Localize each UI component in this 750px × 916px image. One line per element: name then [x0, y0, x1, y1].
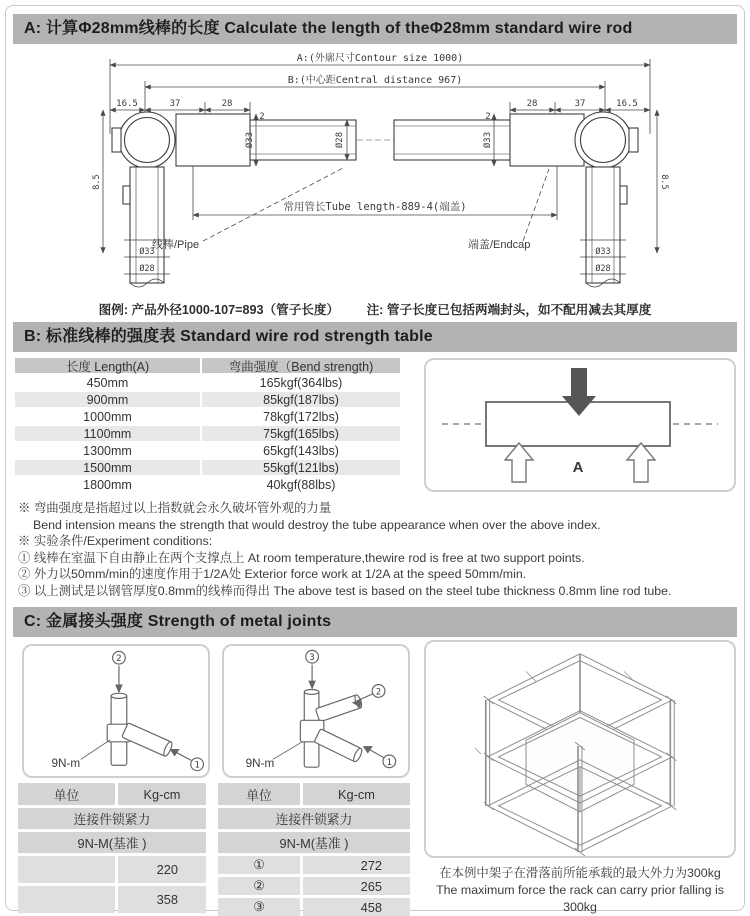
- col-header-strength: 弯曲强度（Bend strength): [202, 358, 400, 373]
- row-value: 265: [303, 877, 410, 895]
- wire-rod-dimension-diagram: [0, 48, 750, 298]
- joint2-torque-table: [218, 783, 410, 916]
- col-header-length: 长度 Length(A): [15, 358, 200, 373]
- section-b-header: [13, 322, 737, 352]
- row-value: 458: [303, 898, 410, 916]
- endcap-label: 端盖/Endcap: [468, 239, 531, 251]
- dia33-dim-right: Ø33: [483, 131, 493, 149]
- joint2-diagram: [224, 646, 408, 776]
- dia28-dim-center: Ø28: [335, 131, 345, 149]
- beam-span-label: A: [572, 459, 584, 476]
- tube-length-dim: 常用管长Tube length-889-4(端盖): [283, 201, 467, 213]
- cell-length: 1300mm: [15, 443, 200, 458]
- cell-length: 1100mm: [15, 426, 200, 441]
- rack-box: [424, 640, 736, 858]
- section-c-header: [13, 607, 737, 637]
- bend-test-diagram: [426, 360, 734, 490]
- dim-16-5-left: 16.5: [116, 99, 138, 109]
- cell-length: 1000mm: [15, 409, 200, 424]
- cell-length: 900mm: [15, 392, 200, 407]
- joint2-box: [222, 644, 410, 778]
- cell-strength: 165kgf(364lbs): [202, 375, 400, 390]
- dia28-stack-right: Ø28: [595, 264, 611, 274]
- cell-strength: 85kgf(187lbs): [202, 392, 400, 407]
- torque-label: 9N-m: [245, 757, 275, 771]
- callout-2: 2: [116, 654, 122, 665]
- lock-force-label: 连接件锁紧力: [218, 808, 410, 829]
- row-value: 220: [118, 856, 206, 883]
- caption-note: 注: 管子长度已包括两端封头，如不配用减去其厚度: [366, 303, 652, 317]
- note-line: ② 外力以50mm/min的速度作用于1/2A处 Exterior force work at 1/2A at the speed 50mm/min.: [18, 567, 527, 582]
- callout-1: 1: [386, 757, 392, 768]
- joint1-torque-table: [18, 783, 206, 913]
- unit-value: Kg-cm: [303, 783, 410, 805]
- unit-label: 单位: [218, 783, 300, 805]
- cell-length: 1500mm: [15, 460, 200, 475]
- dim-37-right: 37: [574, 99, 586, 109]
- dim-37-left: 37: [169, 99, 181, 109]
- section-b-title: B: 标准线棒的强度表 Standard wire rod strength table: [24, 328, 433, 345]
- central-distance-dim: B:(中心距Central distance 967): [287, 75, 463, 86]
- row-key: ①: [218, 856, 300, 874]
- rack-caption-cn: 在本例中架子在滑落前所能承载的最大外力为300kg: [439, 866, 721, 880]
- unit-label: 单位: [18, 783, 115, 805]
- base-torque-label: 9N-M(基准 ): [218, 832, 410, 853]
- bend-test-box: [424, 358, 736, 492]
- section-c-title: C: 金属接头强度 Strength of metal joints: [24, 613, 332, 630]
- rack-isometric-diagram: [426, 642, 734, 856]
- section-a-title: A: 计算Φ28mm线棒的长度 Calculate the length of theΦ28mm standard wire rod: [24, 20, 633, 37]
- dim-2-left: 2: [259, 112, 265, 122]
- cell-strength: 40kgf(88lbs): [202, 477, 400, 492]
- dia33-stack-right: Ø33: [595, 247, 611, 257]
- rack-caption: [424, 865, 736, 916]
- caption-formula: 图例: 产品外径1000-107=893（管子长度）: [98, 303, 340, 317]
- cell-strength: 78kgf(172lbs): [202, 409, 400, 424]
- row-key: ③: [218, 898, 300, 916]
- torque-label: 9N-m: [51, 757, 81, 771]
- note-line: ① 线棒在室温下自由静止在两个支撑点上 At room temperature,thewire rod is free at two support points.: [18, 550, 585, 565]
- pipe-label: 线棒/Pipe: [152, 239, 200, 251]
- cell-strength: 55kgf(121lbs): [202, 460, 400, 475]
- cell-strength: 75kgf(165lbs): [202, 426, 400, 441]
- callout-3: 3: [309, 653, 315, 664]
- unit-value: Kg-cm: [118, 783, 206, 805]
- rack-caption-en: The maximum force the rack can carry prior falling is 300kg: [436, 883, 724, 914]
- joint1-diagram: [24, 646, 208, 776]
- strength-table: [15, 358, 400, 492]
- support-arrow-left: [505, 443, 533, 482]
- note-line: ③ 以上测试是以钢管厚度0.8mm的线棒而得出 The above test is based on the steel tube thickness 0.8mm line rod tube.: [18, 583, 672, 598]
- dim-16-5-right: 16.5: [616, 99, 638, 109]
- callout-2: 2: [375, 687, 382, 698]
- cell-strength: 65kgf(143lbs): [202, 443, 400, 458]
- note-line: Bend intension means the strength that would destroy the tube appearance when over the above index.: [33, 517, 601, 532]
- dim-2-right: 2: [485, 112, 491, 122]
- dia33-dim-left: Ø33: [245, 131, 255, 149]
- support-arrow-right: [627, 443, 655, 482]
- row-value: 358: [118, 886, 206, 913]
- row-key: [18, 886, 115, 913]
- dia28-stack-left: Ø28: [139, 264, 155, 274]
- cell-length: 1800mm: [15, 477, 200, 492]
- callout-1: 1: [194, 760, 200, 771]
- cell-length: 450mm: [15, 375, 200, 390]
- dim-28-left: 28: [221, 99, 233, 109]
- row-value: 272: [303, 856, 410, 874]
- dia33-stack-left: Ø33: [139, 247, 155, 257]
- base-torque-label: 9N-M(基准 ): [18, 832, 206, 853]
- note-line: ※ 弯曲强度是指超过以上指数就会永久破坏管外观的力量: [18, 501, 332, 515]
- row-key: [18, 856, 115, 883]
- lock-force-label: 连接件锁紧力: [18, 808, 206, 829]
- experiment-notes: [18, 500, 734, 600]
- joint1-box: [22, 644, 210, 778]
- dim-28-right: 28: [526, 99, 538, 109]
- side-dim-left: 8.5: [92, 174, 102, 190]
- contour-size-dim: A:(外廓尺寸Contour size 1000): [296, 53, 464, 64]
- row-key: ②: [218, 877, 300, 895]
- note-line: ※ 实验条件/Experiment conditions:: [18, 534, 213, 549]
- section-a-header: [13, 14, 737, 44]
- side-dim-right: 8.5: [659, 174, 669, 190]
- section-a-caption: [0, 299, 750, 318]
